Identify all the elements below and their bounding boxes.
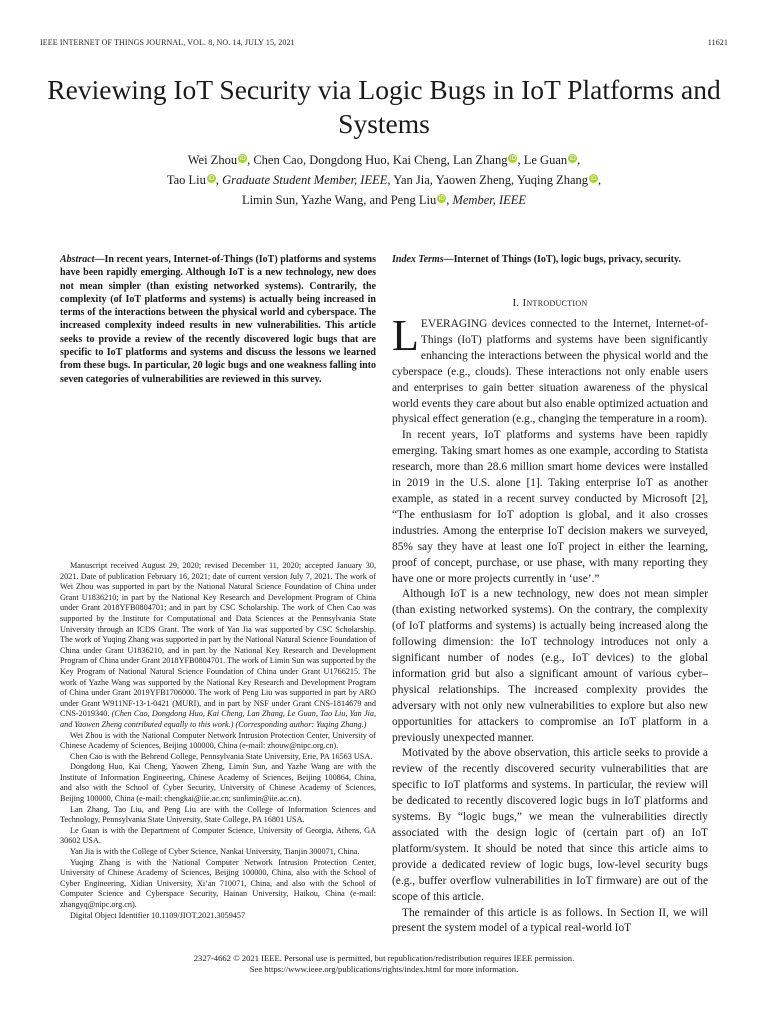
introduction-body [392,311,708,937]
copyright-notice [40,953,728,975]
author: Wei Zhou [187,153,238,167]
footnote-affiliation: Yuqing Zhang is with the National Computer Network Intrusion Protection Center, University of Chinese Academy of Sciences, Beijing 100000, China, also with the School of Cyber Engineering, Xidian University, Xi’an 710071, China, and also with the School of Computer Science and Cyberspace Security, Hainan University, Haikou, China (e-mail: zhangyq@nipc.org.cn). [60,857,376,909]
author: Tao Liu [166,173,206,187]
paragraph: In recent years, IoT platforms and systems have been rapidly emerging. Taking smart homes as one example, according to Statista research, more than 28.6 million smart home devices were installed in 2019 in the U.S. alone [1]. Taking enterprise IoT as another example, as stated in a recent survey conducted by Microsoft [2], “The enthusiasm for IoT adoption is global, and it also crosses industries. Among the enterprise IoT decision makers we surveyed, 85% say they have at least one IoT project in either the learning, proof of concept, purchase, or use phase, with many reporting they have one or more projects currently in ‘use’.” [392,429,708,585]
footnote-affiliation: Dongdong Huo, Kai Cheng, Yaowen Zheng, Limin Sun, and Yazhe Wang are with the Institute of Information Engineering, Chinese Academy of Sciences, Beijing 100864, China, and also with the School of Cyber Security, University of Chinese Academy of Sciences, Beijing 100000, China (e-mail: chengkai@iie.ac.cn; sunlimin@iie.ac.cn). [60,762,376,804]
abstract-label: Abstract [60,254,95,265]
index-terms [392,253,708,266]
index-terms-text: —Internet of Things (IoT), logic bugs, privacy, security. [443,254,681,265]
paragraph: Motivated by the above observation, this article seeks to provide a review of the recently discovered security vulnerabilities that are specific to IoT platforms and systems. In particular, the review will be dedicated to recently discovered logic bugs in IoT platforms and systems. By “logic bugs,” we mean the vulnerabilities directly associated with the design logic of (certain part of) an IoT platform/system. It should be noted that since this article aims to provide a dedicated review of logic bugs, low-level security bugs (e.g., buffer overflow vulnerabilities in IoT firmware) are out of the scope of this article. [392,747,708,903]
footnote-affiliation: Wei Zhou is with the National Computer Network Intrusion Protection Center, University of Chinese Academy of Sciences, Beijing 100000, China (e-mail: zhouw@nipc.org.cn). [60,730,376,751]
paragraph: The remainder of this article is as follows. In Section II, we will present the system model of a typical real-world IoT [392,906,708,935]
section-heading [392,297,708,309]
author-membership: Member, IEEE [452,193,527,207]
orcid-icon[interactable]: iD [208,175,215,182]
orcid-icon[interactable]: iD [438,195,445,202]
footnote-affiliation: Yan Jia is with the College of Cyber Science, Nankai University, Tianjin 300071, China. [70,847,360,857]
abstract [60,253,376,386]
author: Le Guan [523,153,568,167]
section-number: I. [512,297,520,309]
author-membership: Graduate Student Member, IEEE [222,173,388,187]
footnote-affiliation: Le Guan is with the Department of Computer Science, University of Georgia, Athens, GA 30602 USA. [60,825,376,846]
author: Peng Liu [390,193,437,207]
author: Dongdong Huo [309,153,387,167]
orcid-icon[interactable]: iD [569,155,576,162]
copyright-line: 2327-4662 © 2021 IEEE. Personal use is permitted, but republication/redistribution requires IEEE permission. [193,953,575,963]
paper-title: Reviewing IoT Security via Logic Bugs in IoT Platforms and Systems [47,74,721,139]
footnotes [60,561,376,921]
footnote-contribution: (Chen Cao, Dongdong Huo, Kai Cheng, Lan Zhang, Le Guan, Tao Liu, Yan Jia, and Yaowen Zheng contributed equally to this work.) (Corresponding author: Yuqing Zhang.) [60,709,376,729]
footnote-affiliation: Chen Cao is with the Behrend College, Pennsylvania State University, Erie, PA 16563 USA. [70,751,373,761]
author: Yuqing Zhang [516,173,589,187]
author: Yaowen Zheng [435,173,512,187]
author: Yan Jia [393,173,430,187]
author: Yazhe Wang [300,193,364,207]
drop-cap: L [392,311,419,360]
index-terms-label: Index Terms [392,254,444,265]
orcid-icon[interactable]: iD [509,155,517,162]
author: Kai Cheng [392,153,447,167]
abstract-text: —In recent years, Internet-of-Things (IoT) platforms and systems have been rapidly emerging. Although IoT is a new technology, new does not mean simpler (than existing networked systems). Contrarily, the complexity (of IoT platforms and systems) is actually being increased in terms of the interactions between the physical world and cyberspace. The increased complexity indeed results in new vulnerabilities. This article seeks to provide a review of the recently discovered logic bugs that are specific to IoT platforms and systems and discuss the lessons we learned from these bugs. In particular, 20 logic bugs and one weakness falling into seven categories of vulnerabilities are reviewed in this survey. [60,254,376,385]
footnote-manuscript: Manuscript received August 29, 2020; revised December 11, 2020; accepted January 30, 2021. Date of publication February 16, 2021; date of current version July 7, 2021. The work of Wei Zhou was supported in part by the National Natural Science Foundation of China under Grant U1836210; in part by the National Key Research and Development Program of China under Grant 2018YFB0804701; and in part by CSC Scholarship. The work of Chen Cao was supported by the Institute for Computational and Data Sciences at the Pennsylvania State University through an ICDS Grant. The work of Yan Jia was supported by CSC Scholarship. The work of Yuqing Zhang was supported in part by the National Natural Science Foundation of China under Grant U1836210, and in part by the National Key Research and Development Program of China under Grant 2018YFB0804701. The work of Limin Sun was supported by the Key Program of National Natural Science Foundation of China under Grant U1766215. The work of Yazhe Wang was supported by the National Key Research and Development Program of China under Grant 2019YFB1706000. The work of Peng Liu was supported in part by ARO under Grant W911NF-13-1-0421 (MURI), and in part by NSF under Grant CNS-1814679 and CNS-2019340. [60,561,376,719]
paragraph: EVERAGING devices connected to the Internet, Internet-of-Things (IoT) platforms and systems have been significantly enhancing the interactions between the physical world and the cyberspace (e.g., clouds). These interactions not only enable users and enterprises to gain better situation awareness of the physical world events they care about but also enable optimized actuation and physical effect generation (e.g., changing the temperature in a room). [392,318,708,426]
section-title: Introduction [522,297,588,309]
author: Limin Sun [241,193,296,207]
paragraph: Although IoT is a new technology, new does not mean simpler (than existing networked systems). On the contrary, the complexity (of IoT platforms and systems) is actually being increased along the following dimension: the IoT technology introduces not only a significant number of nodes (e.g., IoT devices) to the global information grid but also a significant amount of various cyber–physical relationships. The increased complexity provides the adversary with not only new vulnerabilities to explore but also new opportunities for attackers to compromise an IoT platform in a previously unexpected manner. [392,588,708,744]
author: Lan Zhang [452,153,508,167]
author-list: Wei Zhou iD, Chen Cao, Dongdong Huo, Kai Cheng, Lan Zhang iD, Le Guan iD, Tao Liu iD, Graduate Student Member, IEEE, Yan Jia, Yaowen Zheng, Yuqing Zhang iD, Limin Sun, Yazhe Wang, and Peng Liu iD, Member, IEEE [166,153,602,207]
orcid-icon[interactable]: iD [590,175,597,182]
footnote-affiliation: Lan Zhang, Tao Liu, and Peng Liu are with the College of Information Sciences and Technology, Pennsylvania State University, State College, PA 16801 USA. [60,804,376,825]
page-number: 11621 [707,38,728,47]
orcid-icon[interactable]: iD [239,155,246,162]
running-header: IEEE INTERNET OF THINGS JOURNAL, VOL. 8, NO. 14, JULY 15, 2021 [40,38,295,47]
copyright-line: See https://www.ieee.org/publications/rights/index.html for more information. [249,964,519,974]
doi: Digital Object Identifier 10.1109/JIOT.2021.3059457 [70,910,246,920]
conjunction: and [369,193,388,207]
author: Chen Cao [253,153,303,167]
